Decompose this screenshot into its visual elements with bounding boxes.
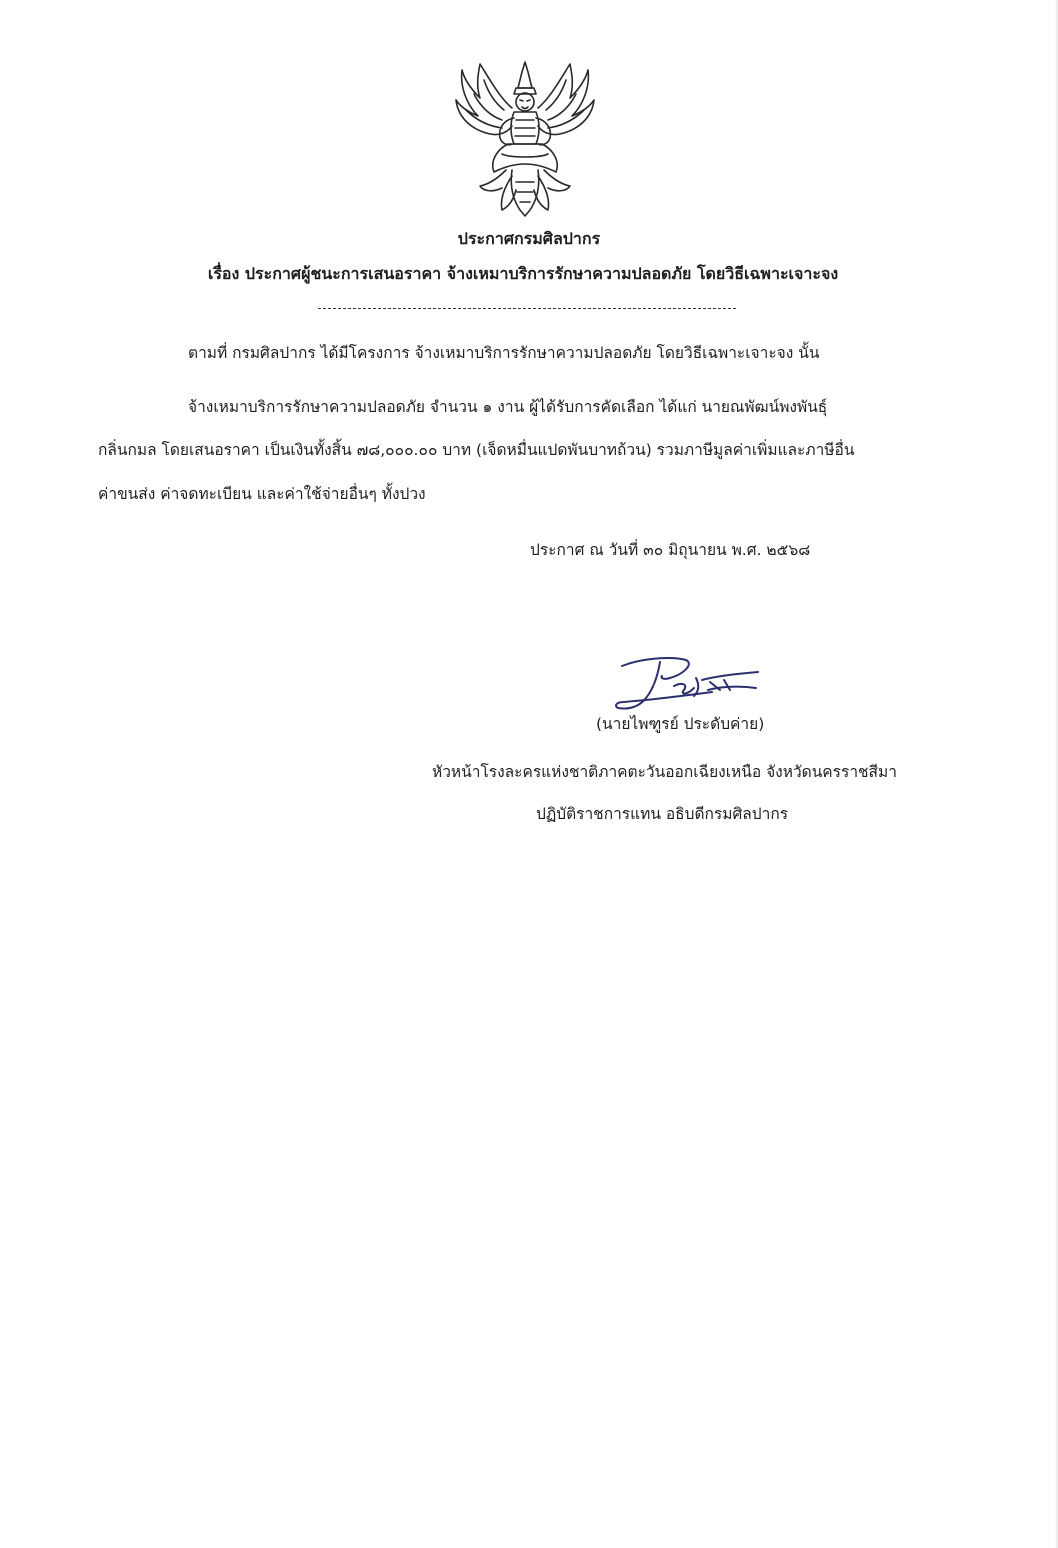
announcement-subject: เรื่อง ประกาศผู้ชนะการเสนอราคา จ้างเหมาบริการรักษาความปลอดภัย โดยวิธีเฉพาะเจาะจง [207, 264, 839, 283]
handwritten-signature [612, 650, 764, 714]
award-paragraph-line-2: กลิ่นกมล โดยเสนอราคา เป็นเงินทั้งสิ้น ๗๘,๐๐๐.๐๐ บาท (เจ็ดหมื่นแปดพันบาทถ้วน) รวมภาษีมูลค่าเพิ่มและภาษีอื่น [98, 441, 855, 459]
award-paragraph-line-1: จ้างเหมาบริการรักษาความปลอดภัย จำนวน ๑ งาน ผู้ได้รับการคัดเลือก ได้แก่ นายณพัฒน์พงพันธุ์ [188, 398, 828, 416]
garuda-emblem-icon [450, 58, 600, 218]
signatory-position-line-2: ปฏิบัติราชการแทน อธิบดีกรมศิลปากร [536, 805, 789, 823]
intro-paragraph: ตามที่ กรมศิลปากร ได้มีโครงการ จ้างเหมาบริการรักษาความปลอดภัย โดยวิธีเฉพาะเจาะจง นั้น [188, 344, 820, 362]
announcement-date: ประกาศ ณ วันที่ ๓๐ มิถุนายน พ.ศ. ๒๕๖๘ [530, 541, 811, 559]
announcement-title: ประกาศกรมศิลปากร [457, 229, 601, 248]
signatory-name: (นายไพฑูรย์ ประดับค่าย) [596, 715, 765, 733]
award-paragraph-line-3: ค่าขนส่ง ค่าจดทะเบียน และค่าใช้จ่ายอื่นๆ ทั้งปวง [98, 485, 426, 503]
dashed-divider [318, 308, 736, 309]
signatory-position-line-1: หัวหน้าโรงละครแห่งชาติภาคตะวันออกเฉียงเหนือ จังหวัดนครราชสีมา [432, 763, 897, 781]
